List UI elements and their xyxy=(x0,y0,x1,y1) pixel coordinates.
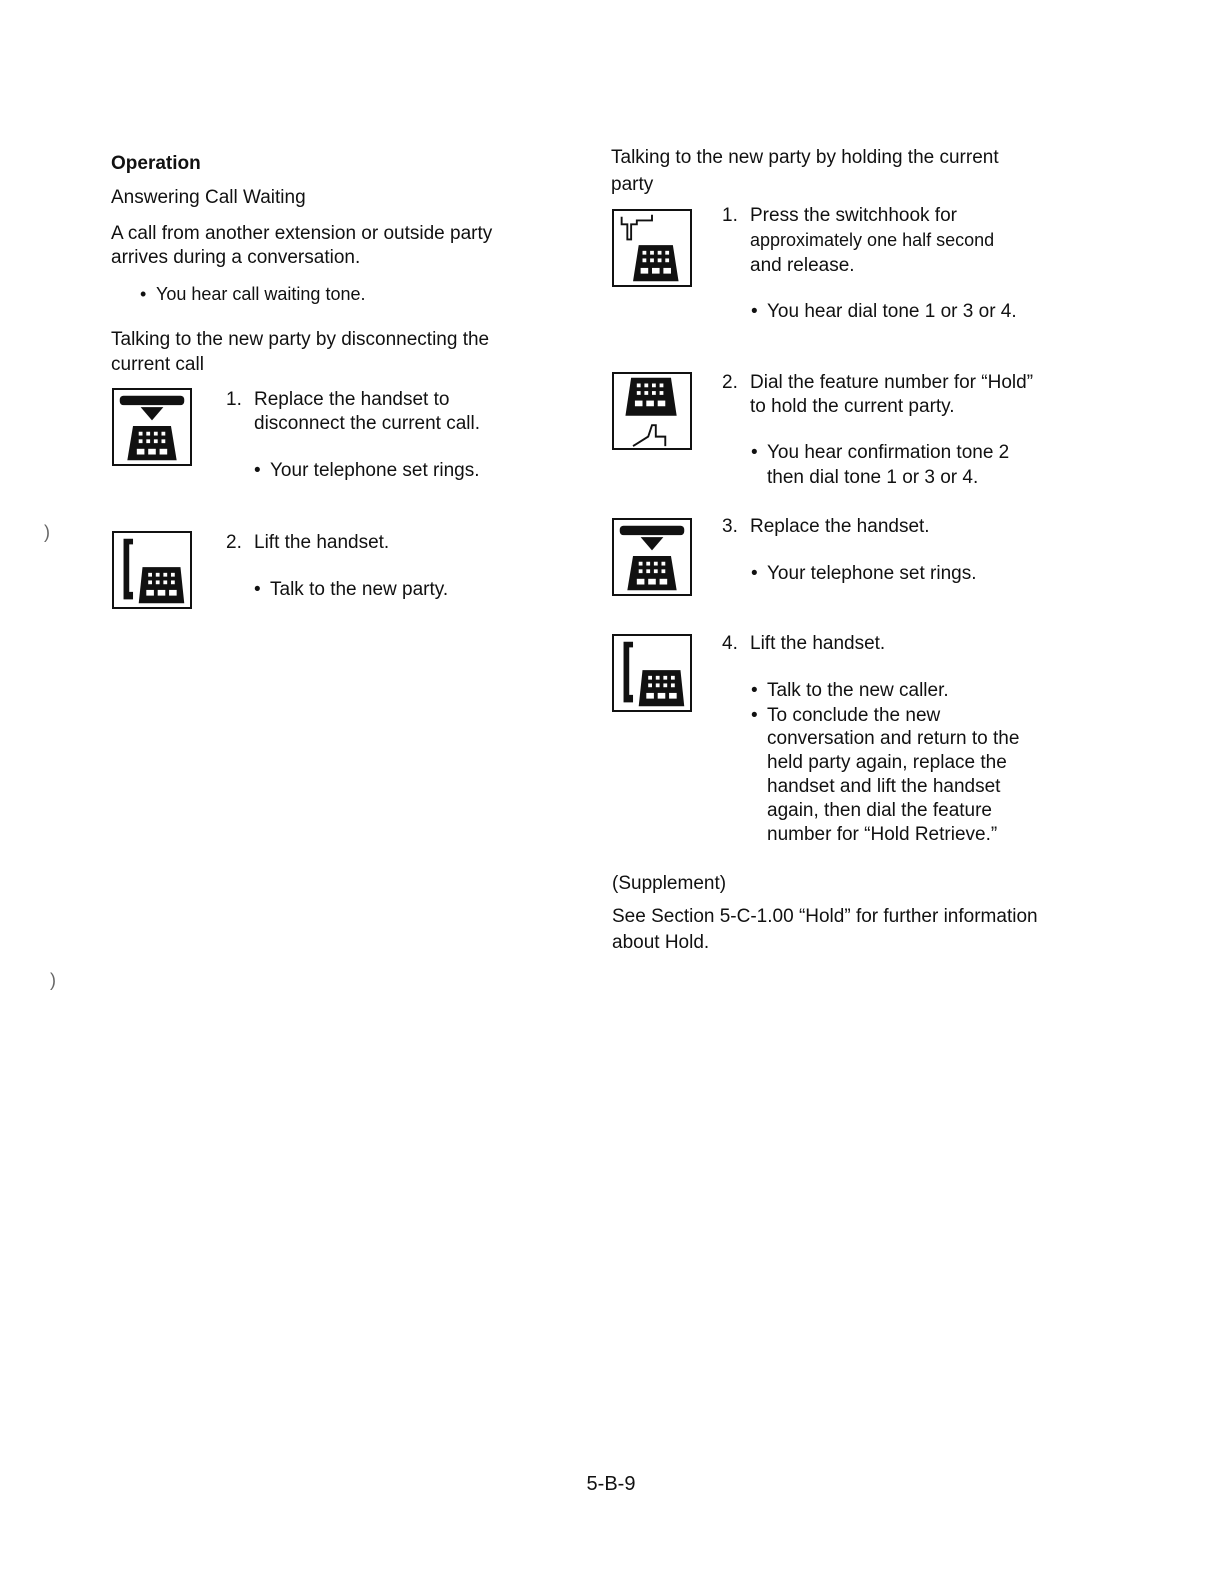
right-step-4-bullet-1: • Talk to the new caller. xyxy=(767,679,949,703)
right-step-4-bullet-2-line-1: • To conclude the new xyxy=(767,704,940,728)
right-step-4-bullet-2-line-4: handset and lift the handset xyxy=(767,776,1001,797)
step-number: 2. xyxy=(722,372,738,393)
handset-replace-icon xyxy=(112,388,192,466)
step-number: 4. xyxy=(722,633,738,654)
step-number: 1. xyxy=(226,389,242,410)
right-step-4-bullet-2-line-5: again, then dial the feature xyxy=(767,800,993,821)
step-text-line-1: Replace the handset to xyxy=(254,389,450,410)
left-step-1-bullet: • Your telephone set rings. xyxy=(270,459,480,483)
step-number: 1. xyxy=(722,205,738,226)
intro-bullet: • You hear call waiting tone. xyxy=(156,282,365,306)
supplement-line-2: about Hold. xyxy=(612,932,710,953)
right-step-2-bullet-line-1: • You hear confirmation tone 2 xyxy=(767,441,1009,465)
right-section-title-line-1: Talking to the new party by holding the current xyxy=(611,147,999,168)
right-step-3-bullet: • Your telephone set rings. xyxy=(767,562,977,586)
right-step-4-bullet-2-line-3: held party again, replace the xyxy=(767,752,1007,773)
step-text-line-1: Lift the handset. xyxy=(750,633,886,654)
right-step-1-bullet: • You hear dial tone 1 or 3 or 4. xyxy=(767,300,1017,324)
right-step-4-bullet-2-line-6: number for “Hold Retrieve.” xyxy=(767,824,998,845)
step-text-line-1: Dial the feature number for “Hold” xyxy=(750,372,1034,393)
left-step-2-bullet: • Talk to the new party. xyxy=(270,578,448,602)
right-section-title-line-2: party xyxy=(611,174,654,195)
handset-lift-icon xyxy=(612,634,692,712)
step-text-line-1: Press the switchhook for xyxy=(750,205,957,226)
scan-mark: ) xyxy=(44,522,50,542)
supplement-label: (Supplement) xyxy=(612,873,727,894)
step-text-line-2: to hold the current party. xyxy=(750,396,955,417)
step-text-line-3: and release. xyxy=(750,255,855,276)
step-text-line-1: Lift the handset. xyxy=(254,532,390,553)
dial-number-icon xyxy=(612,372,692,450)
supplement-line-1: See Section 5-C-1.00 “Hold” for further information xyxy=(612,906,1038,927)
left-section-title-line-1: Talking to the new party by disconnecting the xyxy=(111,329,490,350)
step-number: 2. xyxy=(226,532,242,553)
intro-line-1: A call from another extension or outside party xyxy=(111,223,493,244)
subheading-answering-call-waiting: Answering Call Waiting xyxy=(111,187,306,208)
step-number: 3. xyxy=(722,516,738,537)
left-section-title-line-2: current call xyxy=(111,354,204,375)
right-step-4-bullet-2-line-2: conversation and return to the xyxy=(767,728,1020,749)
scan-mark: ) xyxy=(50,970,56,990)
step-text-line-2: disconnect the current call. xyxy=(254,413,481,434)
handset-lift-icon xyxy=(112,531,192,609)
handset-replace-icon xyxy=(612,518,692,596)
right-step-2-bullet-line-2: then dial tone 1 or 3 or 4. xyxy=(767,467,979,488)
intro-line-2: arrives during a conversation. xyxy=(111,247,361,268)
step-text-line-1: Replace the handset. xyxy=(750,516,930,537)
section-heading-operation: Operation xyxy=(111,153,201,174)
step-text-line-2: approximately one half second xyxy=(750,230,995,250)
page-number: 5-B-9 xyxy=(586,1473,636,1495)
switchhook-press-icon xyxy=(612,209,692,287)
